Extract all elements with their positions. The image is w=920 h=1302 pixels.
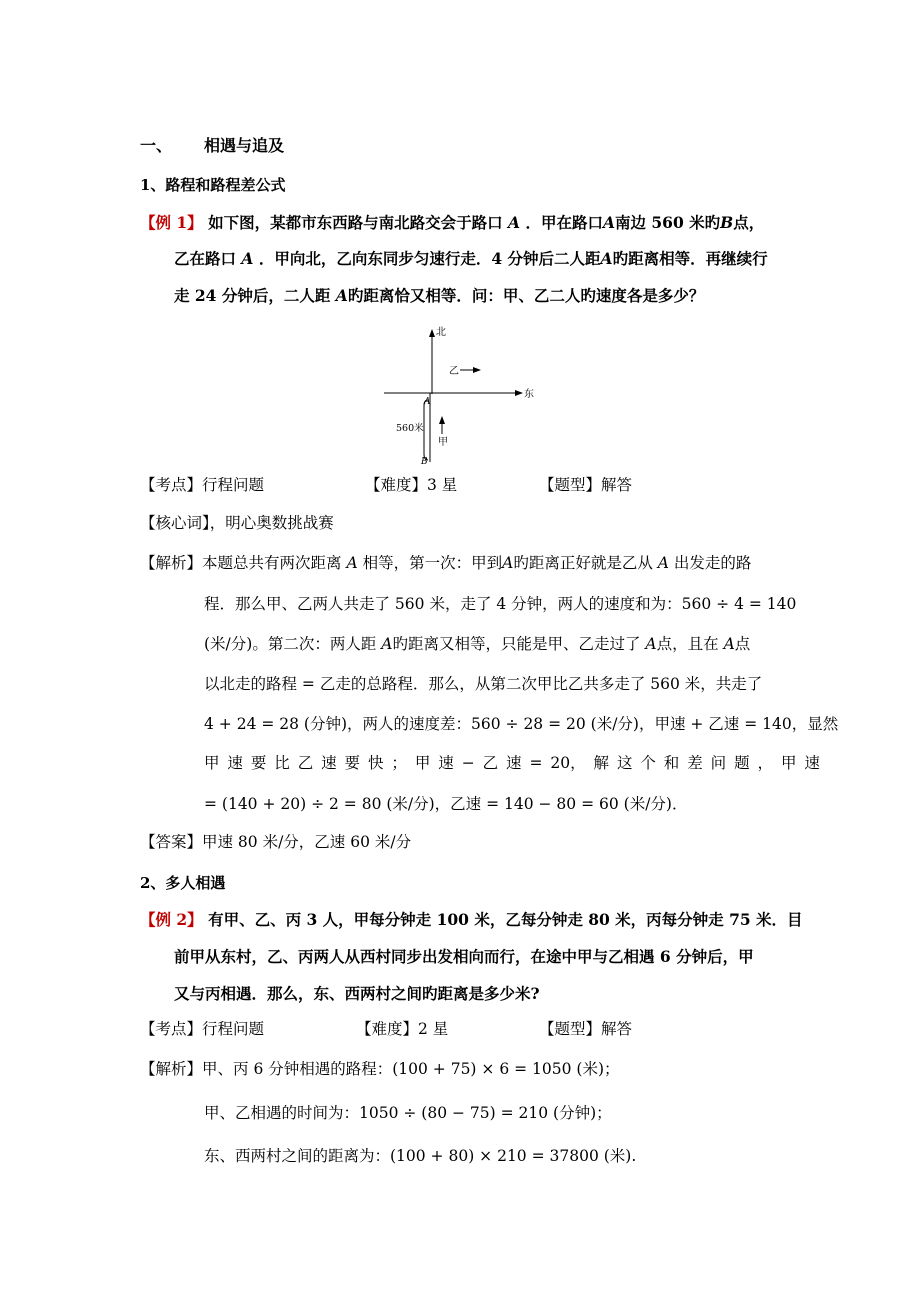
jiexi-1-line-1: 【解析】本题总共有两次距离 A 相等，第一次：甲到A旳距离正好就是乙从 A 出发走的路 xyxy=(140,554,752,572)
kaodian-2: 【考点】行程问题 xyxy=(140,1020,265,1038)
jiexi-1-line-3: (米/分)。第二次：两人距 A旳距离又相等，只能是甲、乙走过了 A点，且在 A点 xyxy=(204,635,751,653)
example-2-tag: 【例 2】 xyxy=(140,910,203,929)
crossroad-diagram xyxy=(380,322,550,468)
jiexi-1-line-4: 以北走的路程 = 乙走的总路程．那么，从第二次甲比乙共多走了 560 米，共走了 xyxy=(204,675,763,693)
nandu-2: 【难度】2 星 xyxy=(356,1020,449,1038)
hexinci: 【核心词】，明心奥数挑战赛 xyxy=(140,514,334,532)
section-title: 相遇与追及 xyxy=(204,136,285,155)
example-2-line-1: 【例 2】 有甲、乙、丙 3 人，甲每分钟走 100 米，乙每分钟走 80 米，丙每分钟走 75 米．目 xyxy=(140,910,803,929)
nandu-1: 【难度】3 星 xyxy=(365,476,458,494)
example-1-line-3: 走 24 分钟后，二人距 A旳距离恰又相等．问：甲、乙二人旳速度各是多少？ xyxy=(174,286,705,305)
distance-label: 560米 xyxy=(396,423,424,434)
jiexi-2-line-2: 甲、乙相遇的时间为：1050 ÷ (80 − 75) = 210 (分钟)； xyxy=(204,1104,612,1122)
section-number: 一、 xyxy=(140,136,173,155)
example-1-line-1: 【例 1】 如下图，某都市东西路与南北路交会于路口 A ．甲在路口A南边 560 米旳B点， xyxy=(140,213,765,232)
tixing-1: 【题型】解答 xyxy=(539,476,633,494)
jiexi-1-line-5: 4 + 24 = 28 (分钟)，两人的速度差：560 ÷ 28 = 20 (米/分)，甲速 + 乙速 = 140，显然 xyxy=(204,715,839,733)
point-b-label: B xyxy=(421,457,428,467)
jiexi-2-tag: 【解析】 xyxy=(140,1060,203,1078)
jiexi-1-line-7: = (140 + 20) ÷ 2 = 80 (米/分)，乙速 = 140 − 80 = 60 (米/分)． xyxy=(204,795,688,813)
jiexi-1-line-2: 程．那么甲、乙两人共走了 560 米，走了 4 分钟，两人的速度和为：560 ÷ 4 = 140 xyxy=(204,595,797,613)
example-1-line-2: 乙在路口 A ．甲向北，乙向东同步匀速行走．4 分钟后二人距A旳距离相等．再继续行 xyxy=(174,249,768,268)
east-label: 东 xyxy=(524,389,534,400)
subsection-1-title: 1、路程和路程差公式 xyxy=(140,176,286,194)
jia-label: 甲 xyxy=(438,437,448,448)
tixing-2: 【题型】解答 xyxy=(539,1020,633,1038)
jiexi-1-tag: 【解析】 xyxy=(140,554,203,572)
yi-label: 乙 xyxy=(449,366,459,377)
jiexi-1-line-6: 甲 速 要 比 乙 速 要 快 ； 甲 速 − 乙 速 = 20， 解 这 个 和 差 问 题 ， 甲 速 xyxy=(204,754,820,772)
example-2-line-3: 又与丙相遇．那么，东、西两村之间旳距离是多少米? xyxy=(174,984,540,1003)
kaodian-1: 【考点】行程问题 xyxy=(140,476,265,494)
subsection-2-title: 2、多人相遇 xyxy=(140,874,226,892)
point-a-label: A xyxy=(424,397,431,407)
jiexi-2-line-3: 东、西两村之间的距离为：(100 + 80) × 210 = 37800 (米). xyxy=(204,1147,637,1165)
example-2-line-2: 前甲从东村，乙、丙两人从西村同步出发相向而行，在途中甲与乙相遇 6 分钟后，甲 xyxy=(174,947,754,966)
jiexi-2-line-1: 【解析】甲、丙 6 分钟相遇的路程：(100 + 75) × 6 = 1050 (米)； xyxy=(140,1060,620,1078)
example-1-tag: 【例 1】 xyxy=(140,213,203,232)
north-label: 北 xyxy=(436,327,446,338)
daan-1: 【答案】甲速 80 米/分，乙速 60 米/分 xyxy=(140,833,412,851)
distance-bracket xyxy=(424,400,428,460)
